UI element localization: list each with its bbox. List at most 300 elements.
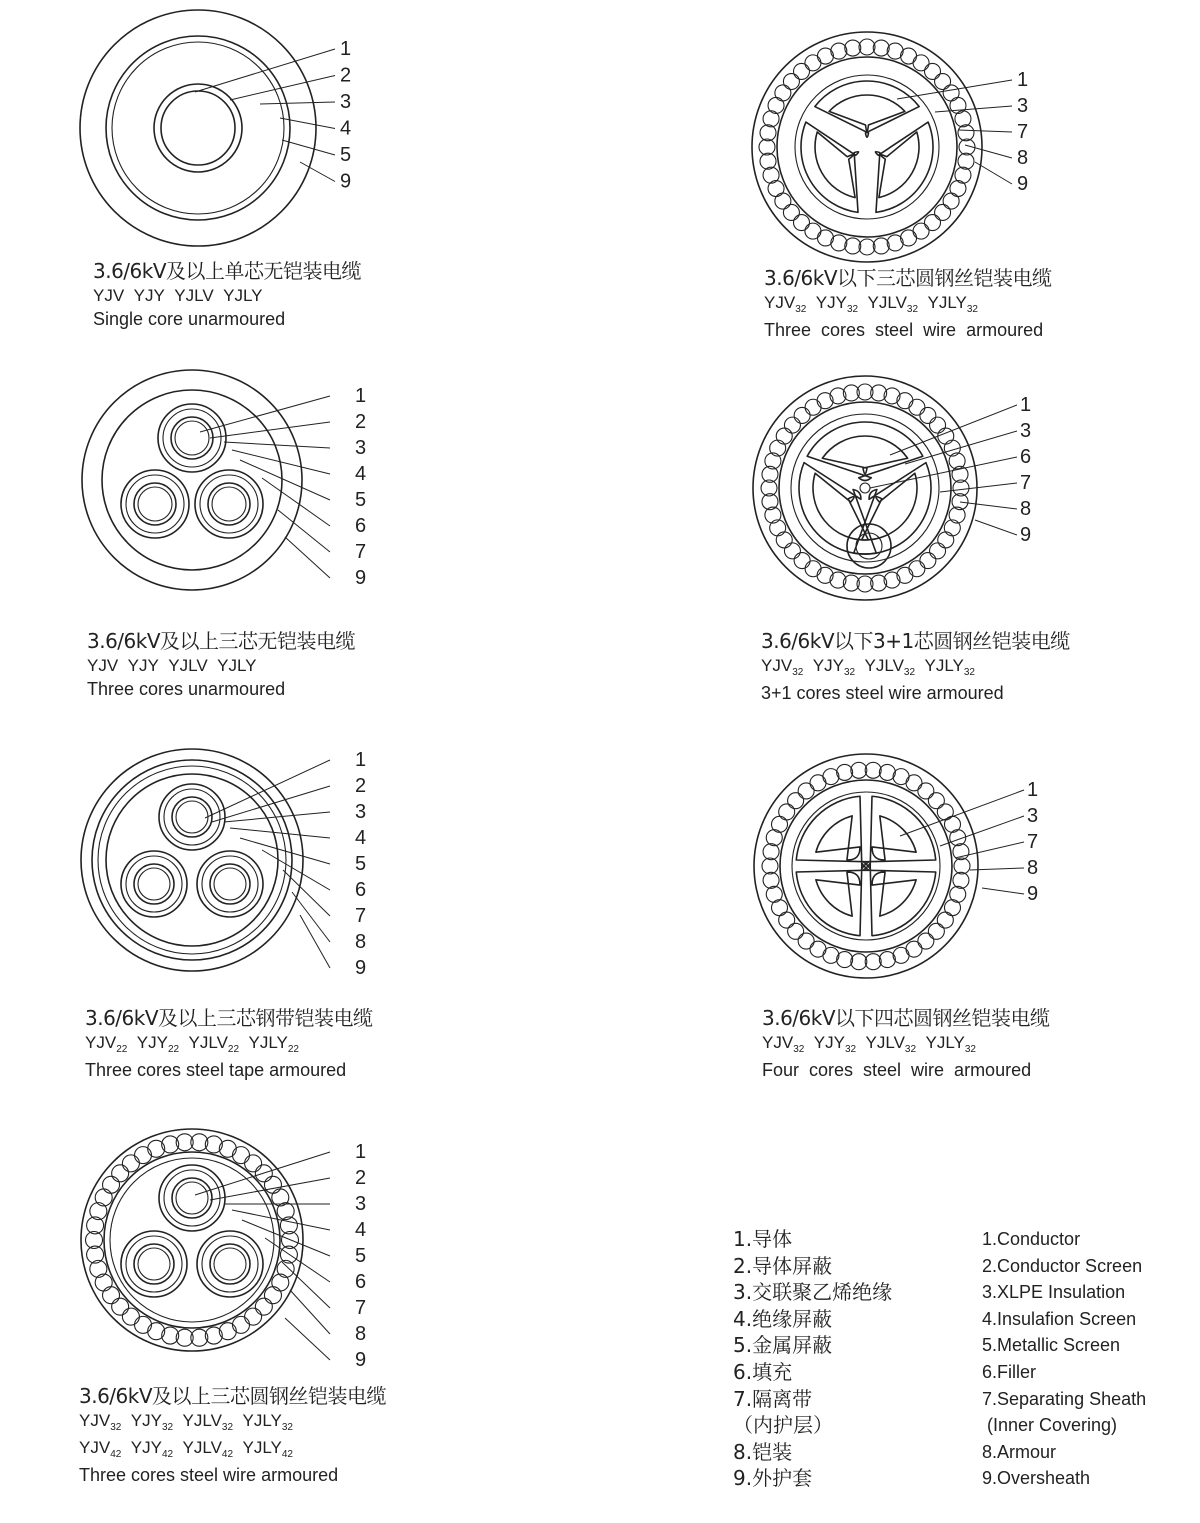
caption-model-codes (764, 294, 1052, 315)
callout-number: 3 (1027, 805, 1039, 827)
armour-wire (122, 1155, 139, 1172)
armour-wire (794, 215, 810, 231)
armour-wire (103, 1176, 120, 1193)
callout-number: 7 (355, 541, 367, 563)
model-code: YJY (813, 1033, 845, 1052)
caption-english-title: 3+1 cores steel wire armoured (761, 683, 1004, 703)
model-code: YJLY (242, 1411, 282, 1430)
core-conductor (138, 1248, 170, 1280)
centre-filler (860, 483, 870, 493)
caption-chinese-title: 3.6/6kV及以上三芯无铠装电缆 (87, 629, 356, 653)
leader-line (210, 1178, 330, 1200)
armour-wire (794, 553, 810, 569)
core-insulation (172, 1178, 212, 1218)
legend-item: 5.Metallic Screen (982, 1335, 1121, 1356)
armour-wire (943, 85, 959, 101)
callout-number: 9 (1020, 524, 1032, 546)
model-code: YJLY (248, 1033, 288, 1052)
armour-wire (760, 125, 776, 141)
caption-model-codes (761, 657, 1070, 678)
diagram-three-cores-steel-wire-lower (81, 1129, 366, 1371)
legend-item: 4.Insulafion Screen (982, 1308, 1137, 1329)
model-code: YJV (79, 1438, 111, 1457)
callout-number: 1 (355, 385, 367, 407)
armour-wire (794, 63, 810, 79)
core-insulation (210, 1244, 250, 1284)
caption-english-title: Single core unarmoured (93, 309, 286, 329)
leader-line (975, 520, 1017, 535)
armour-wire (953, 872, 969, 888)
armour-wire (950, 181, 966, 197)
armour-wire (219, 1140, 236, 1157)
armour-wire (958, 125, 974, 141)
callout-number: 2 (355, 775, 367, 797)
model-code-subscript: 32 (966, 304, 978, 315)
legend-item: 5.金属屏蔽 (733, 1333, 833, 1358)
callout-number: 1 (1017, 69, 1029, 91)
armour-wire (770, 520, 786, 536)
armour-wire (943, 193, 959, 209)
model-code-subscript: 32 (846, 304, 859, 315)
callout-number: 3 (355, 801, 367, 823)
leader-line (262, 850, 330, 890)
model-code-subscript: 32 (964, 1044, 976, 1055)
armour-wire (255, 1298, 272, 1315)
armour-wire (831, 43, 847, 59)
armour-wire (887, 235, 903, 251)
diagram-caption (85, 1008, 373, 1079)
caption-english-title: Three cores steel wire armoured (764, 320, 1044, 340)
model-code-subscript: 32 (903, 667, 916, 678)
model-code: YJV (79, 1411, 111, 1430)
callout-number: 3 (355, 437, 367, 459)
model-code: YJY (815, 293, 847, 312)
legend-item: 8.铠装 (733, 1439, 793, 1464)
diagram-three-cores-steel-wire (752, 32, 1028, 262)
legend-chinese (733, 1226, 892, 1492)
leader-line (230, 828, 330, 838)
armour-wire (763, 872, 779, 888)
sector-conductor (829, 95, 905, 132)
armour-wire (953, 844, 969, 860)
armour-wire (928, 793, 944, 809)
separating-sheath (780, 780, 952, 952)
armour-wire (930, 543, 946, 559)
model-code-subscript: 32 (281, 1422, 293, 1433)
steel-tape-outer (92, 760, 292, 960)
model-code: YJV (87, 656, 119, 675)
conductor-screen (154, 84, 242, 172)
caption-english-title: Four cores steel wire armoured (762, 1060, 1032, 1080)
model-code-subscript: 32 (904, 1044, 917, 1055)
legend-item: 9.Oversheath (982, 1468, 1091, 1489)
armour-wire (103, 1287, 120, 1304)
armour-wire (245, 1155, 262, 1172)
armour-wire (930, 417, 946, 433)
callout-number: 5 (355, 853, 367, 875)
callout-number: 8 (1020, 498, 1032, 520)
model-code-subscript: 32 (221, 1422, 234, 1433)
armour-wire (920, 553, 936, 569)
model-code: YJLV (182, 1411, 222, 1430)
leader-line (230, 76, 335, 101)
armour-wire (779, 804, 795, 820)
callout-number: 5 (355, 1245, 367, 1267)
core-conductor (138, 487, 172, 521)
caption-english-title: Three cores steel wire armoured (79, 1465, 339, 1485)
diagram-3plus1-cores-steel-wire (753, 376, 1031, 600)
diagram-caption (764, 268, 1052, 339)
armour-wire (784, 543, 800, 559)
core-metallic-screen (159, 1165, 225, 1231)
diagram-caption (761, 631, 1070, 702)
diagram-three-cores-unarmoured (82, 370, 366, 590)
callout-number: 6 (355, 515, 367, 537)
diagram-caption (762, 1008, 1050, 1079)
outer-sheath (753, 376, 977, 600)
model-code-subscript: 22 (227, 1044, 240, 1055)
armour-wire (95, 1274, 112, 1291)
core-metallic-screen (197, 851, 263, 917)
armour-wire (245, 1308, 262, 1325)
callout-number: 9 (355, 1349, 367, 1371)
core-insulation (210, 864, 250, 904)
quadrant-conductor (816, 872, 860, 916)
callout-number: 5 (340, 144, 352, 166)
model-code: YJLV (168, 656, 208, 675)
armour-wire (783, 74, 799, 90)
armour-wire (859, 239, 875, 255)
steel-tape-inner (98, 766, 286, 954)
core-insulation (134, 483, 176, 525)
outer-sheath (80, 10, 316, 246)
model-code-subscript: 32 (843, 667, 856, 678)
callout-number: 8 (1027, 857, 1039, 879)
leader-line (960, 502, 1017, 509)
core-insulation (171, 417, 213, 459)
model-code: YJLV (182, 1438, 222, 1457)
inner-covering (795, 75, 939, 219)
leader-line (935, 106, 1012, 112)
leader-line (285, 1318, 330, 1360)
caption-chinese-title: 3.6/6kV以下三芯圆钢丝铠装电缆 (764, 266, 1052, 290)
legend-english (982, 1226, 1146, 1492)
diagram-caption (93, 261, 361, 328)
callout-number: 3 (1017, 95, 1029, 117)
armour-wire (879, 952, 895, 968)
core-metallic-screen (121, 470, 189, 538)
callout-number: 4 (355, 463, 367, 485)
leader-line (975, 162, 1012, 184)
armour-wire (760, 153, 776, 169)
quadrant-conductor (872, 816, 916, 860)
armour-wire (805, 561, 821, 577)
legend-item: 9.外护套 (733, 1466, 813, 1491)
neutral-conductor (856, 533, 882, 559)
core-metallic-screen (195, 470, 263, 538)
armour-wire (935, 74, 951, 90)
core-metallic-screen (121, 1231, 187, 1297)
caption-chinese-title: 3.6/6kV以下3+1芯圆钢丝铠装电缆 (761, 629, 1070, 653)
caption-chinese-title: 3.6/6kV及以上三芯圆钢丝铠装电缆 (79, 1384, 387, 1408)
armour-wire (798, 933, 814, 949)
caption-english-title: Three cores steel tape armoured (85, 1060, 347, 1080)
callout-number: 4 (355, 827, 367, 849)
caption-model-codes (79, 1439, 386, 1460)
legend-item: （内护层） (733, 1413, 833, 1438)
callout-number: 3 (1020, 420, 1032, 442)
armour-wire (865, 762, 881, 778)
model-code-subscript: 22 (167, 1044, 180, 1055)
caption-model-codes (762, 1034, 1050, 1055)
callout-number: 1 (355, 1141, 367, 1163)
legend-item: 7.隔离带 (733, 1386, 813, 1411)
callout-number: 1 (340, 38, 352, 60)
armour-wire (913, 223, 929, 239)
sector-core (807, 422, 923, 480)
model-code-subscript: 32 (161, 1422, 174, 1433)
model-code: YJV (764, 293, 796, 312)
leader-line (900, 790, 1024, 836)
outer-sheath (81, 749, 303, 971)
model-code-subscript: 32 (793, 1044, 805, 1055)
diagram-caption (79, 1386, 386, 1484)
armour-wire (264, 1287, 281, 1304)
model-code-subscript: 32 (792, 667, 804, 678)
sector-conductor (822, 436, 907, 474)
caption-chinese-title: 3.6/6kV及以上三芯钢带铠装电缆 (85, 1006, 373, 1030)
callout-number: 9 (355, 957, 367, 979)
model-code-subscript: 32 (844, 1044, 857, 1055)
leader-line (285, 537, 330, 578)
armour-wire (784, 417, 800, 433)
armour-wire (897, 393, 913, 409)
armour-wire (272, 1189, 289, 1206)
armour-wire (837, 764, 853, 780)
callout-number: 7 (1017, 121, 1029, 143)
callout-number: 2 (355, 411, 367, 433)
model-code: YJY (130, 1411, 162, 1430)
armour-wire (873, 40, 889, 56)
callout-number: 1 (1027, 779, 1039, 801)
model-code-subscript: 32 (795, 304, 807, 315)
caption-model-codes (93, 287, 361, 304)
armour-wire (906, 941, 922, 957)
legend-item: 3.交联聚乙烯绝缘 (733, 1280, 893, 1305)
core-insulation (134, 1244, 174, 1284)
armour-wire (762, 858, 778, 874)
callout-number: 7 (1027, 831, 1039, 853)
armour-wire (897, 567, 913, 583)
model-code-subscript: 32 (906, 304, 919, 315)
legend-item: 6.Filler (982, 1361, 1037, 1382)
armour-wire (788, 793, 804, 809)
core-conductor (138, 868, 170, 900)
armour-wire (783, 204, 799, 220)
model-code: YJLY (924, 656, 964, 675)
armour-wire (823, 947, 839, 963)
leader-line (282, 1262, 330, 1308)
armour-wire (873, 238, 889, 254)
legend-item: 7.Separating Sheath (982, 1388, 1147, 1409)
armour-wire (918, 933, 934, 949)
leader-line (958, 130, 1012, 132)
armour-wire (779, 912, 795, 928)
quadrant-core (796, 863, 869, 936)
model-code: YJLV (867, 293, 907, 312)
armour-wire (909, 399, 925, 415)
caption-chinese-title: 3.6/6kV以下四芯圆钢丝铠装电缆 (762, 1006, 1050, 1030)
model-code-subscript: 32 (963, 667, 975, 678)
callout-number: 7 (355, 1297, 367, 1319)
model-code-subscript: 42 (221, 1449, 234, 1460)
armour-wire (810, 775, 826, 791)
armour-wire (233, 1147, 250, 1164)
leader-line (278, 510, 330, 552)
armour-wire (944, 520, 960, 536)
armour-wire (233, 1316, 250, 1333)
callout-number: 9 (355, 567, 367, 589)
armour-wire (935, 204, 951, 220)
armour-wire (763, 844, 779, 860)
armour-wire (859, 39, 875, 55)
core-insulation (208, 483, 250, 525)
core-conductor (214, 1248, 246, 1280)
model-code: YJV (762, 1033, 794, 1052)
armour-wire (763, 167, 779, 183)
armour-wire (122, 1308, 139, 1325)
armour-wire (775, 85, 791, 101)
model-code-subscript: 42 (161, 1449, 174, 1460)
armour-wire (851, 954, 867, 970)
callout-number: 4 (355, 1219, 367, 1241)
leader-line (205, 760, 330, 818)
caption-model-codes (79, 1412, 386, 1433)
model-code-subscript: 42 (110, 1449, 122, 1460)
quadrant-core (863, 863, 936, 936)
armour-wire (851, 762, 867, 778)
model-code-subscript: 22 (116, 1044, 128, 1055)
model-code-subscript: 42 (281, 1449, 293, 1460)
leader-line (897, 80, 1012, 99)
leader-line (890, 405, 1017, 455)
model-code: YJV (761, 656, 793, 675)
armour-wire (944, 900, 960, 916)
callout-number: 6 (1020, 446, 1032, 468)
model-code: YJY (130, 1438, 162, 1457)
separating-sheath (779, 402, 951, 574)
caption-model-codes (85, 1034, 373, 1055)
leader-line (224, 442, 330, 448)
leader-line (283, 870, 330, 916)
model-code: YJLV (864, 656, 904, 675)
callout-number: 9 (1017, 173, 1029, 195)
armour-wire (272, 1274, 289, 1291)
model-code: YJV (93, 286, 125, 305)
inner-covering (110, 1158, 274, 1322)
core-conductor (212, 487, 246, 521)
callout-number: 9 (1027, 883, 1039, 905)
armour-wire (954, 858, 970, 874)
armour-wire (805, 55, 821, 71)
core-conductor (214, 868, 246, 900)
diagram-caption (87, 631, 355, 698)
caption-model-codes (87, 657, 355, 674)
armour-wire (865, 954, 881, 970)
armour-wire (148, 1323, 165, 1340)
armour-wire (264, 1176, 281, 1193)
callout-number: 7 (1020, 472, 1032, 494)
model-code: YJV (85, 1033, 117, 1052)
model-code: YJLY (927, 293, 967, 312)
model-code: YJY (136, 1033, 168, 1052)
armour-wire (909, 561, 925, 577)
model-code: YJLV (174, 286, 214, 305)
armour-wire (112, 1298, 129, 1315)
callout-number: 9 (340, 170, 352, 193)
callout-number: 2 (340, 64, 352, 87)
model-code: YJLY (925, 1033, 965, 1052)
armour-wire (924, 63, 940, 79)
armour-wire (770, 440, 786, 456)
armour-wire (95, 1189, 112, 1206)
caption-chinese-title: 3.6/6kV及以上单芯无铠装电缆 (93, 259, 362, 283)
legend-item: 3.XLPE Insulation (982, 1282, 1126, 1303)
armour-wire (913, 55, 929, 71)
armour-wire (955, 111, 971, 127)
armour-wire (772, 816, 788, 832)
core-metallic-screen (158, 404, 226, 472)
outer-sheath (754, 754, 978, 978)
armour-wire (776, 428, 792, 444)
armour-wire (920, 407, 936, 423)
armour-wire (794, 407, 810, 423)
model-code: YJLY (223, 286, 263, 305)
armour-wire (893, 769, 909, 785)
armour-wire (937, 912, 953, 928)
insulation-screen (112, 42, 284, 214)
callout-number: 1 (1020, 394, 1032, 416)
legend-item: 1.导体 (733, 1227, 793, 1251)
outer-sheath (81, 1129, 303, 1351)
armour-wire (766, 886, 782, 902)
leader-line (282, 140, 335, 155)
model-code: YJLV (188, 1033, 228, 1052)
leader-line (290, 1290, 330, 1334)
caption-english-title: Three cores unarmoured (87, 679, 286, 699)
quadrant-conductor (816, 816, 860, 860)
model-code: YJY (812, 656, 844, 675)
quadrant-core (863, 796, 936, 869)
diagram-four-cores-steel-wire (754, 754, 1038, 978)
quadrant-core (796, 796, 869, 869)
callout-number: 4 (340, 117, 352, 140)
legend-item: 1.Conductor (982, 1229, 1081, 1249)
leader-line (195, 49, 335, 92)
quadrant-conductor (872, 872, 916, 916)
inner-covering (792, 792, 940, 940)
model-code: YJY (133, 286, 165, 305)
armour-wire (805, 223, 821, 239)
armour-wire (845, 40, 861, 56)
armour-wire (759, 139, 775, 155)
legend-item: 6.填充 (733, 1359, 793, 1384)
legend-item: 2.Conductor Screen (982, 1255, 1143, 1276)
model-code: YJLY (242, 1438, 282, 1457)
core-metallic-screen (159, 784, 225, 850)
model-code: YJY (127, 656, 159, 675)
callout-number: 5 (355, 489, 367, 511)
